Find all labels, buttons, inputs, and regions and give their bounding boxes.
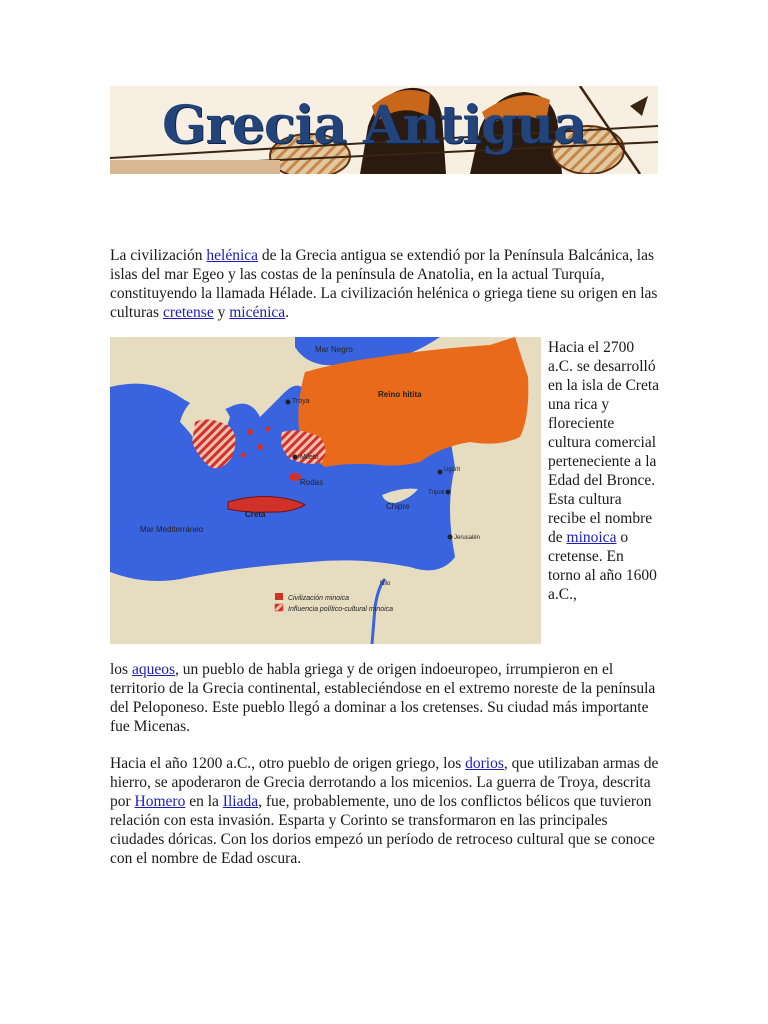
link-helenica[interactable]: helénica <box>206 247 259 264</box>
legend-influencia: Influencia político-cultural minoica <box>288 606 394 613</box>
label-mar-mediterraneo: Mar Mediterráneo <box>140 525 204 534</box>
intro-text-1: La civilización <box>110 247 207 264</box>
link-cretense[interactable]: cretense <box>162 304 214 321</box>
banner-title: Grecia Antigua <box>162 95 586 156</box>
label-creta: Creta <box>245 510 266 519</box>
label-tripoli: Trípoli <box>428 490 445 496</box>
side-paragraph <box>548 338 660 604</box>
label-mileto: Mileto <box>300 454 319 461</box>
label-mar-negro: Mar Negro <box>315 345 353 354</box>
label-chipre: Chipre <box>386 502 410 511</box>
intro-text-3: y <box>213 304 230 321</box>
legend-minoica: Civilización minoica <box>288 595 350 602</box>
paragraph-aqueos <box>110 660 660 736</box>
banner <box>110 86 658 174</box>
map-image <box>110 337 541 644</box>
link-aqueos[interactable]: aqueos <box>131 661 176 678</box>
side-text-2: o cretense. En torno al año 1600 a.C., <box>548 529 657 603</box>
link-iliada[interactable]: Iliada <box>222 793 259 810</box>
map-svg <box>110 337 541 644</box>
intro-text-4: . <box>285 304 290 321</box>
label-jerusalen: Jerusalén <box>454 535 481 541</box>
link-homero[interactable]: Homero <box>134 793 186 810</box>
para3-text-1: Hacia el año 1200 a.C., otro pueblo de origen griego, los <box>110 755 466 772</box>
label-troya: Troya <box>292 398 310 405</box>
link-minoica[interactable]: minoica <box>566 529 617 546</box>
label-ugarit: Ugarit <box>444 467 461 473</box>
label-rodas: Rodas <box>300 478 324 487</box>
intro-paragraph <box>110 246 660 322</box>
label-nilo: Nilo <box>380 581 391 587</box>
label-reino-hitita: Reino hitita <box>378 390 422 399</box>
link-micenica[interactable]: micénica <box>229 304 286 321</box>
legend-swatch-influencia <box>275 604 283 611</box>
side-text-1: Hacia el 2700 a.C. se desarrolló en la isla de Creta una rica y floreciente cultura comercial perteneciente a la Edad del Bronce. Esta cultura recibe el nombre de <box>548 339 660 546</box>
intro-text-2: de la Grecia antigua se extendió por la Península Balcánica, las islas del mar Egeo y las costas de la península de Anatolia, en la actual Turquía, constituyendo la llamada Hélade. La civilización helénica o griega tiene su origen en las culturas <box>110 247 658 321</box>
para2-text-2: , un pueblo de habla griega y de origen indoeuropeo, irrumpieron en el territorio de la Grecia continental, estableciéndose en el extremo noreste de la península del Peloponeso. Este pueblo llegó a dominar a los cretenses. Su ciudad más importante fue Micenas. <box>110 661 656 735</box>
paragraph-dorios <box>110 754 660 868</box>
link-dorios[interactable]: dorios <box>465 755 504 772</box>
para3-text-2: , que utilizaban armas de hierro, se apoderaron de Grecia derrotando a los micenios. La guerra de Troya, descrita por <box>110 755 659 810</box>
para3-text-4: , fue, probablemente, uno de los conflictos bélicos que tuvieron relación con esta invasión. Esparta y Corinto se transformaron en las principales ciudades dóricas. Con los dorios empezó un período de retroceso cultural que se conoce con el nombre de Edad oscura. <box>110 793 655 867</box>
para3-text-3: en la <box>185 793 223 810</box>
para2-text-1: los <box>110 661 132 678</box>
legend-swatch-minoica <box>275 593 283 600</box>
